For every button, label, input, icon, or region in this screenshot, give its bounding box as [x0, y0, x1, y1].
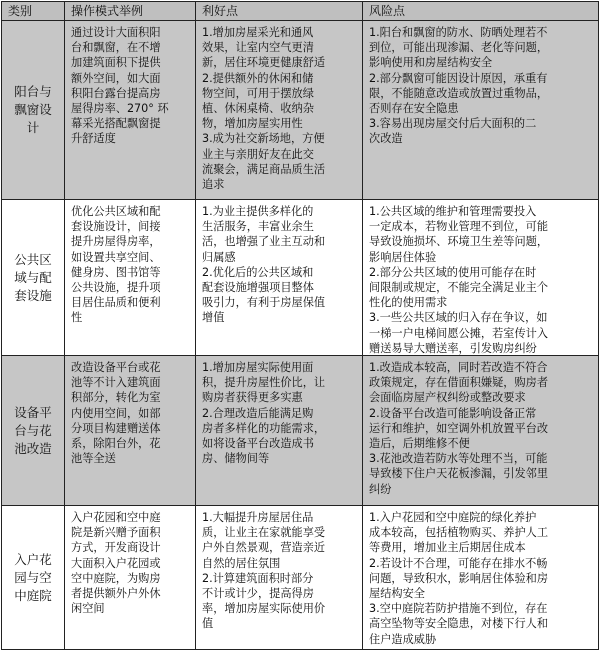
table-row	[2, 506, 598, 649]
row-example: 通过设计大面积阳 台和飘窗，在不增 加建筑面积下提供 额外空间，如大面 积阳台露台提高房 屋得房率、270° 环 幕采光搭配飘窗提 升舒适度	[65, 21, 196, 200]
row-example: 改造设备平台或花 池等不计入建筑面 积部分，转化为室 内使用空间，如部 分项目构建赠送体 系，除阳台外，花 池等全送	[65, 356, 196, 506]
row-benefits: 1.增加房屋采光和通风 效果，让室内空气更清 新，居住环境更健康舒适 2.提供额外的休闲和储 物空间，可用于摆放绿 植、休闲桌椅、收纳杂 物，增加房屋实用性 3.成为社交新场地，方便 业主与亲朋好友在此交 流聚会，满足商品质生活 追求	[196, 21, 363, 200]
comparison-table	[1, 1, 599, 650]
row-example: 入户花园和空中庭 院是新兴赠予面积 方式，开发商设计 大面积入户花园或 空中庭院，为购房 者提供额外户外休 闲空间	[65, 506, 196, 649]
table-header-row	[2, 2, 598, 21]
row-risks: 1.阳台和飘窗的防水、防晒处理若不 到位，可能出现渗漏、老化等问题， 影响使用和房屋结构安全 2.部分飘窗可能因设计原因，承重有 限，不能随意改造或放置过重物品， 否则存在安全隐患 3.容易出现房屋交付后大面积的二 次改造	[363, 21, 598, 200]
row-category: 公共区 域与配 套设施	[2, 200, 65, 356]
header-example: 操作模式举例	[65, 2, 196, 21]
row-risks: 1.入户花园和空中庭院的绿化养护 成本较高，包括植物购买、养护人工 等费用，增加业主后期居住成本 2.若设计不合理，可能存在排水不畅 问题，导致积水，影响居住体验和房 屋结构安全 3.空中庭院若防护措施不到位，存在 高空坠物等安全隐患，对楼下行人和 住户造成威胁	[363, 506, 598, 649]
row-risks: 1.公共区域的维护和管理需要投入 一定成本，若物业管理不到位，可能 导致设施损坏、环境卫生差等问题， 影响居住体验 2.部分公共区域的使用可能存在时 间限制或规定，不能完全满足业主个 性化的使用需求 3.一些公共区域的归入存在争议，如 一梯一户电梯间愿公摊，若室传计入 赠送易导大赠送率，引发购房纠纷	[363, 200, 598, 356]
row-benefits: 1.大幅提升房屋居住品 质，让业主在家就能享受 户外自然景观，营造亲近 自然的居住氛围 2.计算建筑面积时部分 不计或计少，提高得房 率，增加房屋实际使用价 值	[196, 506, 363, 649]
row-example: 优化公共区域和配 套设施设计，间接 提升房屋得房率， 如设置共享空间、 健身房、图书馆等 公共设施，提升项 目居住品质和便利 性	[65, 200, 196, 356]
row-benefits: 1.增加房屋实际使用面 积，提升房屋性价比，让 购房者获得更多实惠 2.合理改造后能满足购 房者多样化的功能需求， 如将设备平台改造成书 房、储物间等	[196, 356, 363, 506]
row-category: 设备平 台与花 池改造	[2, 356, 65, 506]
row-category: 入户花 园与空 中庭院	[2, 506, 65, 649]
row-benefits: 1.为业主提供多样化的 生活服务，丰富业余生 活，也增强了业主互动和 归属感 2.优化后的公共区域和 配套设施增强项目整体 吸引力，有利于房屋保值 增值	[196, 200, 363, 356]
header-risks: 风险点	[363, 2, 598, 21]
table-row	[2, 21, 598, 200]
row-risks: 1.改造成本较高，同时若改造不符合 政策规定，存在借面积嫌疑，购房者 会面临房屋产权纠纷或整改要求 2.设备平台改造可能影响设备正常 运行和维护，如空调外机放置平台改 造后，后期维修不便 3.花池改造若防水等处理不当，可能 导致楼下住户天花板渗漏，引发邻里 纠纷	[363, 356, 598, 506]
header-category: 类别	[2, 2, 65, 21]
table-row	[2, 200, 598, 356]
table-row	[2, 356, 598, 506]
row-category: 阳台与 飘窗设 计	[2, 21, 65, 200]
header-benefits: 利好点	[196, 2, 363, 21]
